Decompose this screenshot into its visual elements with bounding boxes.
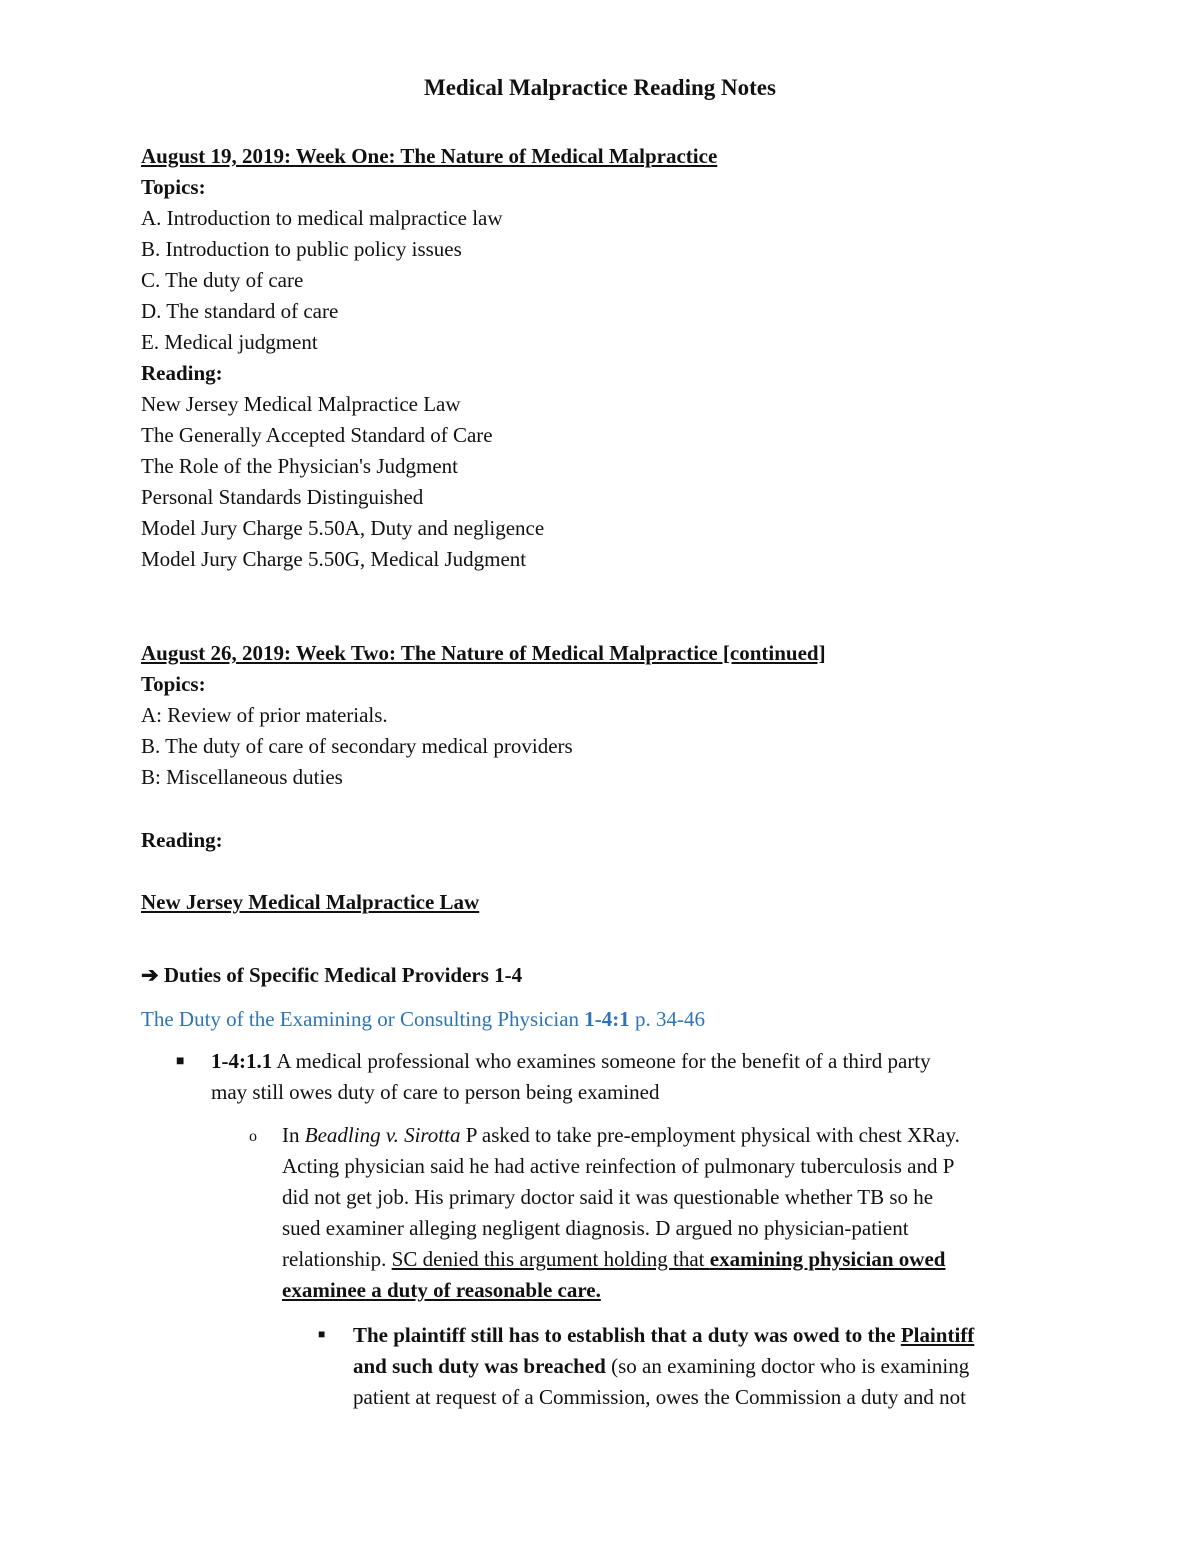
case-name: Beadling v. Sirotta [304, 1123, 461, 1147]
rule-bold-underline: Plaintiff [900, 1323, 975, 1347]
bullet-level-2 [282, 1120, 1059, 1306]
case-text: Acting physician said he had active reinfection of pulmonary tuberculosis and P [282, 1154, 955, 1178]
week-one-topics-label: Topics: [141, 175, 206, 199]
holding-bold: examinee a duty of reasonable care. [282, 1278, 601, 1302]
week-one-topic: D. The standard of care [141, 299, 339, 323]
case-text: In [282, 1123, 305, 1147]
law-heading: New Jersey Medical Malpractice Law [141, 890, 480, 914]
week-one-reading: Personal Standards Distinguished [141, 485, 424, 509]
week-one-reading: The Generally Accepted Standard of Care [141, 423, 493, 447]
bullet-level-1 [211, 1046, 1059, 1108]
week-two-topics-label: Topics: [141, 672, 206, 696]
square-bullet-icon: ■ [176, 1054, 185, 1069]
circle-bullet-icon: o [249, 1128, 257, 1145]
week-one-reading: Model Jury Charge 5.50A, Duty and negligence [141, 516, 545, 540]
section-heading-row [141, 960, 1071, 991]
holding-bold: examining physician owed [709, 1247, 946, 1271]
week-one-reading: Model Jury Charge 5.50G, Medical Judgment [141, 547, 527, 571]
section-heading: Duties of Specific Medical Providers 1-4 [163, 963, 523, 987]
subsection-heading [141, 1004, 1071, 1035]
holding-text: SC denied this argument holding that [391, 1247, 710, 1271]
rule-text: patient at request of a Commission, owes the Commission a duty and not [353, 1385, 967, 1409]
rule-bold: The plaintiff still has to establish that a duty was owed to the [353, 1323, 901, 1347]
week-two-topic: A: Review of prior materials. [141, 703, 388, 727]
week-two-reading-label: Reading: [141, 828, 223, 852]
bullet-text: may still owes duty of care to person being examined [211, 1080, 660, 1104]
week-one-topic: A. Introduction to medical malpractice law [141, 206, 503, 230]
week-one-topic: C. The duty of care [141, 268, 304, 292]
week-one-topic: B. Introduction to public policy issues [141, 237, 462, 261]
bullet-level-3 [353, 1320, 1059, 1413]
case-text: did not get job. His primary doctor said it was questionable whether TB so he [282, 1185, 934, 1209]
week-one-reading: New Jersey Medical Malpractice Law [141, 392, 461, 416]
arrow-right-icon: ➔ [141, 963, 159, 987]
week-two-topic: B. The duty of care of secondary medical providers [141, 734, 573, 758]
case-text: P asked to take pre-employment physical with chest XRay. [460, 1123, 960, 1147]
subsection-code: 1-4:1 [584, 1007, 630, 1031]
bullet-code: 1-4:1.1 [211, 1049, 273, 1073]
week-one-reading-label: Reading: [141, 361, 223, 385]
week-two-heading: August 26, 2019: Week Two: The Nature of Medical Malpractice [continued] [141, 641, 826, 665]
case-text: relationship. [282, 1247, 392, 1271]
week-one-reading: The Role of the Physician's Judgment [141, 454, 458, 478]
bullet-text: A medical professional who examines someone for the benefit of a third party [272, 1049, 931, 1073]
week-one-topic: E. Medical judgment [141, 330, 318, 354]
week-two-topic: B: Miscellaneous duties [141, 765, 343, 789]
week-one-section [141, 141, 1071, 575]
subsection-suffix: p. 34-46 [629, 1007, 706, 1031]
week-two-section [141, 638, 1071, 793]
small-square-bullet-icon: ■ [318, 1327, 326, 1341]
rule-text: (so an examining doctor who is examining [605, 1354, 970, 1378]
document-title: Medical Malpractice Reading Notes [424, 75, 776, 100]
case-text: sued examiner alleging negligent diagnosis. D argued no physician-patient [282, 1216, 909, 1240]
week-one-heading: August 19, 2019: Week One: The Nature of Medical Malpractice [141, 144, 718, 168]
rule-bold: and such duty was breached [353, 1354, 606, 1378]
subsection-prefix: The Duty of the Examining or Consulting Physician [141, 1007, 585, 1031]
